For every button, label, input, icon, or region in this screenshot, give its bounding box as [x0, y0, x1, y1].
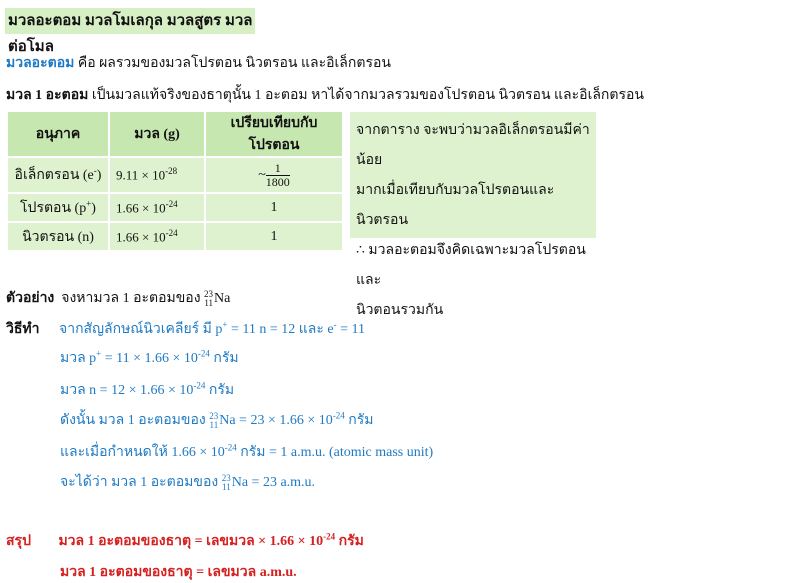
cell-ratio: 1: [206, 223, 342, 250]
example-line: ตัวอย่าง จงหามวล 1 อะตอมของ 23 11 Na: [6, 288, 231, 308]
intro-definition: คือ ผลรวมของมวลโปรตอน นิวตรอน และอิเล็กตรอน: [77, 56, 391, 71]
summary-line-2: มวล 1 อะตอมของธาตุ = เลขมวล a.m.u.: [60, 565, 297, 580]
mass-definition-line: [6, 84, 644, 106]
solution-step-3: มวล $n = 12 \times 1.66 \times 10^{-24}$ กรัม: [60, 380, 235, 398]
header-mass: มวล (g): [110, 112, 204, 156]
page-title: มวลอะตอม มวลโมเลกุล มวลสูตร มวลต่อโมล: [5, 8, 255, 34]
solution-step-5: และเมื่อกำหนดให้ $1.66 \times 10^{-24}$ กรัม = 1 a.m.u. (atomic mass unit): [60, 442, 434, 460]
cell-ratio: 1: [206, 194, 342, 221]
cell-particle: นิวตรอน (n): [8, 223, 108, 250]
ratio-fraction: $\frac{1}{1800}$: [265, 160, 290, 189]
solution-step-1: วิธีทำ จากสัญลักษณ์นิวเคลียร์ มี p+ = 11 n = 12 และ e- = 11: [6, 319, 365, 337]
isotope-notation: 23 11: [204, 288, 214, 308]
example-question: จงหามวล 1 อะตอมของ: [61, 291, 201, 306]
header-particle: อนุภาค: [8, 112, 108, 156]
mass-line-lead: มวล 1 อะตอม: [6, 88, 89, 103]
table-row: [8, 194, 342, 221]
example-label: ตัวอย่าง: [6, 291, 55, 306]
solution-step-6: จะได้ว่า มวล 1 อะตอมของ 23 11 Na = 23 a.m.u.: [60, 472, 316, 492]
solution-step-2: มวล $p^+ = 11 \times 1.66 \times 10^{-24}$ กรัม: [60, 348, 239, 366]
cell-particle: อิเล็กตรอน (e-): [8, 158, 108, 192]
summary-label: สรุป: [6, 534, 31, 549]
table-row: [8, 158, 342, 192]
table-note: จากตาราง จะพบว่ามวลอิเล็กตรอนมีค่าน้อย มากเมื่อเทียบกับมวลโปรตอนและนิวตรอน ∴ มวลอะตอมจึงคิดเฉพาะมวลโปรตอนและ นิวตอนรวมกัน: [350, 112, 596, 238]
intro-line: [6, 52, 391, 74]
table-row: [8, 223, 342, 250]
cell-mass: $9.11 \times 10^{-28}$: [110, 158, 204, 192]
table-header-row: [8, 112, 342, 156]
intro-term: มวลอะตอม: [6, 56, 75, 71]
cell-particle: โปรตอน (p+): [8, 194, 108, 221]
header-ratio: เปรียบเทียบกับโปรตอน: [206, 112, 342, 156]
cell-ratio: ~ $\frac{1}{1800}$: [206, 158, 342, 192]
mass-line-rest: เป็นมวลแท้จริงของธาตุนั้น 1 อะตอม หาได้จากมวลรวมของโปรตอน นิวตรอน และอิเล็กตรอน: [91, 88, 644, 103]
particle-table: [6, 110, 344, 252]
solution-label: วิธีทำ: [6, 322, 40, 337]
summary-line-1: สรุป มวล 1 อะตอมของธาตุ = เลขมวล × $1.66 \times 10^{-24}$ กรัม: [6, 531, 364, 549]
solution-step-4: ดังนั้น มวล 1 อะตอมของ 23 11 $Na = 23 \times 1.66 \times 10^{-24}$ กรัม: [60, 410, 374, 430]
cell-mass: $1.66 \times 10^{-24}$: [110, 194, 204, 221]
cell-mass: $1.66 \times 10^{-24}$: [110, 223, 204, 250]
